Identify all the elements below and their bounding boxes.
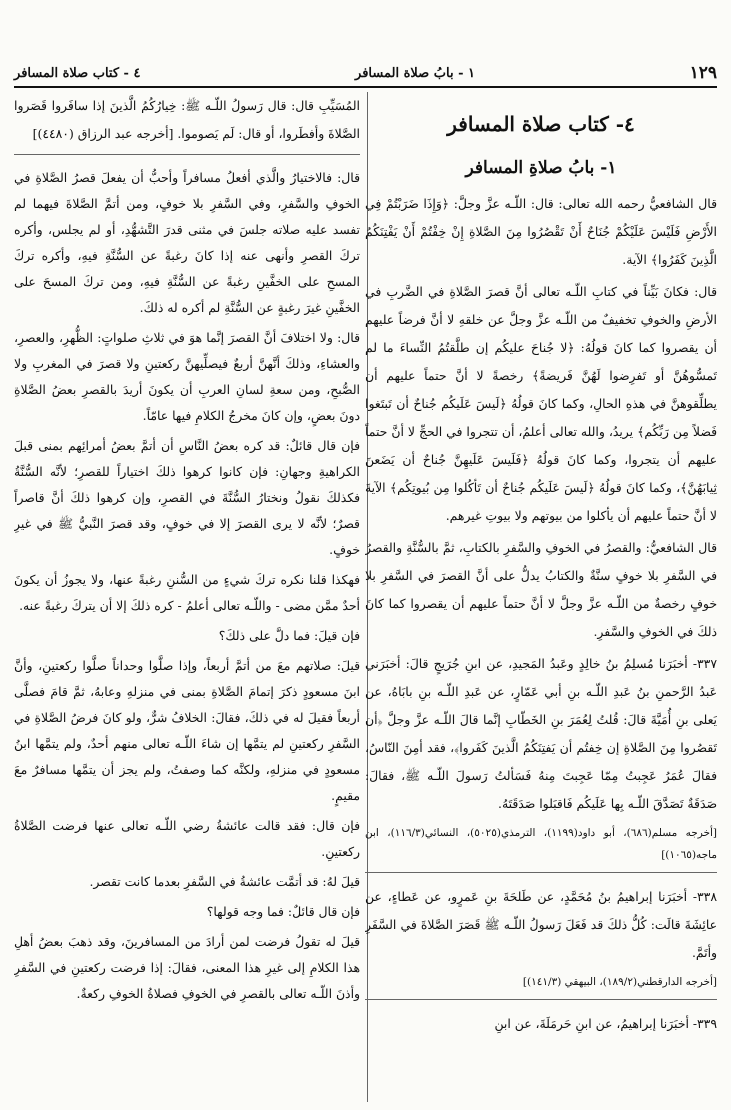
hadith-separator	[365, 999, 717, 1000]
paragraph: فإن قال: فقد قالت عائشةُ رضي اللّـه تعالى عنها فرضت الصَّلاةُ ركعتينِ.	[14, 818, 360, 859]
right-column	[365, 92, 717, 1102]
hadith-separator	[14, 154, 360, 155]
paragraph: فإن قال قائلٌ: قد كره بعضُ النَّاسِ أن أتمَّ بعضُ أمرائِهم بمنى قبلَ الكراهيةِ وجهانِ: فإن كانوا كرهوا ذلكَ اختياراً للقصرِ؛ لأنَّه السُّنَّةُ فكذلكَ نقولُ ونختارُ السُّنَّةَ في القصرِ، وإن كرهوا ذلكَ أنَّ قاصراً قصرٌ؛ لأنَّه لا يرى القصرَ إلا في خوفٍ، وقد قصرَ النَّبيُّ ﷺ في غيرِ خوفٍ.	[14, 438, 360, 557]
hadith-separator	[365, 872, 717, 873]
left-column	[14, 92, 360, 1102]
page-number: ١٢٩	[689, 63, 717, 83]
paragraph: فإن قال قائلٌ: فما وجه قولها؟	[206, 904, 360, 919]
section-title: ١- بابُ صلاةِ المسافر	[465, 158, 617, 178]
paragraph: قال: فكانَ بَيِّناً في كتابِ اللّـه تعالى أنَّ قصرَ الصَّلاةِ في الضَّربِ في الأرضِ والخوفِ تخفيفٌ من اللّـه عزَّ وجلَّ عن خلقهِ لا أنَّ فرضاً عليهم أن يقصروا كما كانَ قولُهُ: ﴿لا جُناحَ عليكُم إن طلَّقتُمُ النِّساءَ ما لم تَمسُّوهُنَّ أو تَفرِضوا لَهُنَّ فَريضةً﴾ رخصةً لا أنَّ حتماً عليهم أن يطلِّقوهنَّ في هذهِ الحالِ، وكما كانَ قولُهُ ﴿لَيسَ عَلَيكُم جُناحٌ أن تَبتَغوا فَضلاً مِن رَبِّكُم﴾ يريدُ، والله تعالى أعلمُ، أن تتجروا في الحجِّ لا أنَّ حتماً عليهم أن يتجروا، وكما كانَ قولُهُ ﴿فَلَيسَ عَلَيهِنَّ جُناحٌ أن يَضَعنَ ثِيابَهُنَّ﴾، وكما كانَ قولُهُ ﴿لَيسَ عَلَيكُم جُناحٌ أن تَأكُلوا مِن بُيوتِكُم﴾ الآيةَ لا أنَّ حتماً عليهم أن يأكلوا من بيوتهم ولا بيوتِ غيرهم.	[365, 284, 717, 523]
paragraph: قال الشافعيُّ رحمه الله تعالى: قال: اللّـه عزَّ وجلَّ: ﴿وَإِذَا ضَرَبْتُمْ فِي الأَرْضِ فَلَيْسَ عَلَيْكُمْ جُنَاحٌ أَنْ تَقْصُرُوا مِنَ الصَّلاةِ إِنْ خِفْتُمْ أَنْ يَفْتِنَكُمُ الَّذِينَ كَفَرُوا﴾ الآية.	[365, 196, 717, 267]
hadith-338: ٣٣٨- أخبَرَنا إبراهيمُ بنُ مُحَمَّدٍ، عن طَلحَةَ بنِ عَمرٍو، عن عَطاءٍ، عن عائِشَةَ قالَت: كُلُّ ذلكَ قد فَعَلَ رَسولُ اللّـه ﷺ قَصَرَ الصَّلاةَ في السَّفَرِ وأتَمَّ.	[365, 889, 717, 960]
paragraph: فإن قيلَ: فما دلَّ على ذلكَ؟	[218, 628, 360, 643]
hadith-337: ٣٣٧- أخبَرَنا مُسلِمُ بنُ خالِدٍ وعَبدُ المَجيدِ، عن ابنِ جُرَيجٍ قالَ: أخبَرَني عَبدُ الرَّحمنِ بنُ عَبدِ اللّـه بنِ أبي عَمّارٍ، عن عَبدِ اللّـه بنِ بابَاهُ، عن يَعلى بنِ أُمَيَّةَ قالَ: قُلتُ لِعُمَرَ بنِ الخَطّابِ إنَّما قالَ اللّـه عزَّ وجلَّ ﴿أن تَقصُروا مِنَ الصَّلاةِ إن خِفتُم أن يَفتِنَكُمُ الَّذينَ كَفَروا﴾، فقد أمِنَ النّاسُ، فقالَ عُمَرُ عَجِبتُ مِمّا عَجِبتَ مِنهُ فَسَألتُ رَسولَ اللّـه ﷺ، فقالَ: صَدَقَةٌ تَصَدَّقَ اللّـه بِها عَلَيكُم فَاقبَلوا صَدَقَتَهُ.	[365, 656, 717, 811]
paragraph: قال الشافعيُّ: والقصرُ في الخوفِ والسَّفرِ بالكتابِ، ثمَّ بالسُّنَّةِ والقصرُ في السَّفرِ بلا خوفٍ سنَّةٌ والكتابُ يدلُّ على أنَّ القصرَ في السَّفرِ بلا خوفٍ رخصةٌ من اللّـه عزَّ وجلَّ لا أنَّ حتماً عليهم أن يقصروا كما كانَ ذلكَ في الخوفِ والسَّفرِ.	[365, 540, 717, 639]
paragraph: قال: ولا اختلافَ أنَّ القصرَ إنَّما هوَ في ثلاثِ صلواتٍ: الظُّهرِ، والعصرِ، والعشاءِ، وذلكَ أنَّهنَّ أربعٌ فيصلِّيهنَّ ركعتينِ ولا قصرَ في المغربِ ولا الصُّبحِ، ومن سعةِ لسانِ العربِ أن يكونَ أريدَ بالقصرِ بعضُ الصَّلاةِ دونَ بعضٍ، وإن كانَ مخرجُ الكلامِ فيها عامّاً.	[14, 330, 360, 423]
paragraph: المُسَيِّبِ قال: قال رَسولُ اللّـه ﷺ: خِيارُكُمُ الَّذينَ إذا سافَروا قَصَروا الصَّلاةَ وأفطَروا، أو قال: لَم يَصوموا. [أخرجه عبد الرزاق (٤٤٨٠)]	[14, 98, 360, 141]
reference-337: [أخرجه مسلم(٦٨٦)، أبو داود(١١٩٩)، الترمذي(٥٠٢٥)، النسائي(١١٦/٣)، ابن ماجه(١٠٦٥)]	[365, 827, 717, 861]
header-book-title: ٤ - كتاب صلاة المسافر	[14, 65, 141, 81]
header-rule	[14, 86, 717, 88]
hadith-339: ٣٣٩- أخبَرَنا إبراهيمُ، عن ابنِ حَرمَلَةَ، عن ابنِ	[494, 1016, 717, 1031]
paragraph: قيلَ له تقولُ فرضت لمن أرادَ من المسافرينَ، وقد ذهبَ بعضُ أهلِ هذا الكلامِ إلى غيرِ هذا المعنى، فقالَ: إذا فرضت ركعتينِ في السَّفرِ وأذنَ اللّـه تعالى بالقصرِ في الخوفِ فصلاةُ الخوفِ ركعةٌ.	[14, 934, 360, 1001]
paragraph: قيلَ لهُ: قد أتمَّت عائشةُ في السَّفرِ بعدما كانت تقصر.	[89, 874, 360, 889]
header-section-title: ١ - بابُ صلاة المسافر	[355, 65, 475, 81]
reference-338: [أخرجه الدارقطني(١٨٩/٢)، البيهقي (١٤١/٣)]	[522, 976, 717, 988]
paragraph: قال: فالاختيارُ والَّذي أفعلُ مسافراً وأحبُّ أن يفعلَ قصرُ الصَّلاةِ في الخوفِ والسَّفرِ، وفي السَّفرِ بلا خوفٍ، ومن أتمَّ الصَّلاةَ فيهما لم تفسد عليه صلاته جلسَ في مثنى قدرَ التَّشهُّدِ، أو لم يجلس، وأكره تركَ القصرِ وأنهى عنه إذا كانَ رغبةً عن السُّنَّةِ فيهِ، وأكره تركَ المسحِ على الخفَّينِ رغبةً عن السُّنَّةِ فيهِ، ومن تركَ المسحَ على الخفَّينِ غيرَ رغبةٍ عن السُّنَّةِ لم أكره له ذلكَ.	[14, 170, 360, 315]
chapter-title: ٤- كتاب صلاة المسافر	[447, 112, 635, 136]
paragraph: قيلَ: صلاتهم معَ من أتمَّ أربعاً، وإذا صلَّوا وحداناً صلَّوا ركعتينِ، وأنَّ ابنَ مسعودٍ ذكرَ إتمامَ الصَّلاةِ بمنى في منزلهِ وعابهُ، ثمَّ قامَ فصلَّى أربعاً فقيلَ له في ذلكَ، فقالَ: الخلافُ شرٌّ، ولو كانَ فرضُ الصَّلاةِ في السَّفرِ ركعتينِ لم يتمَّها إن شاءَ اللّـه تعالى منهم أحدٌ، ولم يتمَّها ابنُ مسعودٍ في منزلهِ، ولكنَّه كما وصفتُ، ولم يجز أن يتمَّها مسافرٌ معَ مقيمٍ.	[14, 658, 360, 803]
running-header	[14, 62, 717, 84]
paragraph: فهكذا قلنا نكره تركَ شيءٍ من السُّننِ رغبةً عنها، ولا يجوزُ أن يكونَ أحدٌ ممَّن مضى - واللّـه تعالى أعلمُ - كره ذلكَ إلا أن يتركَ رغبةً عنه.	[14, 572, 360, 613]
